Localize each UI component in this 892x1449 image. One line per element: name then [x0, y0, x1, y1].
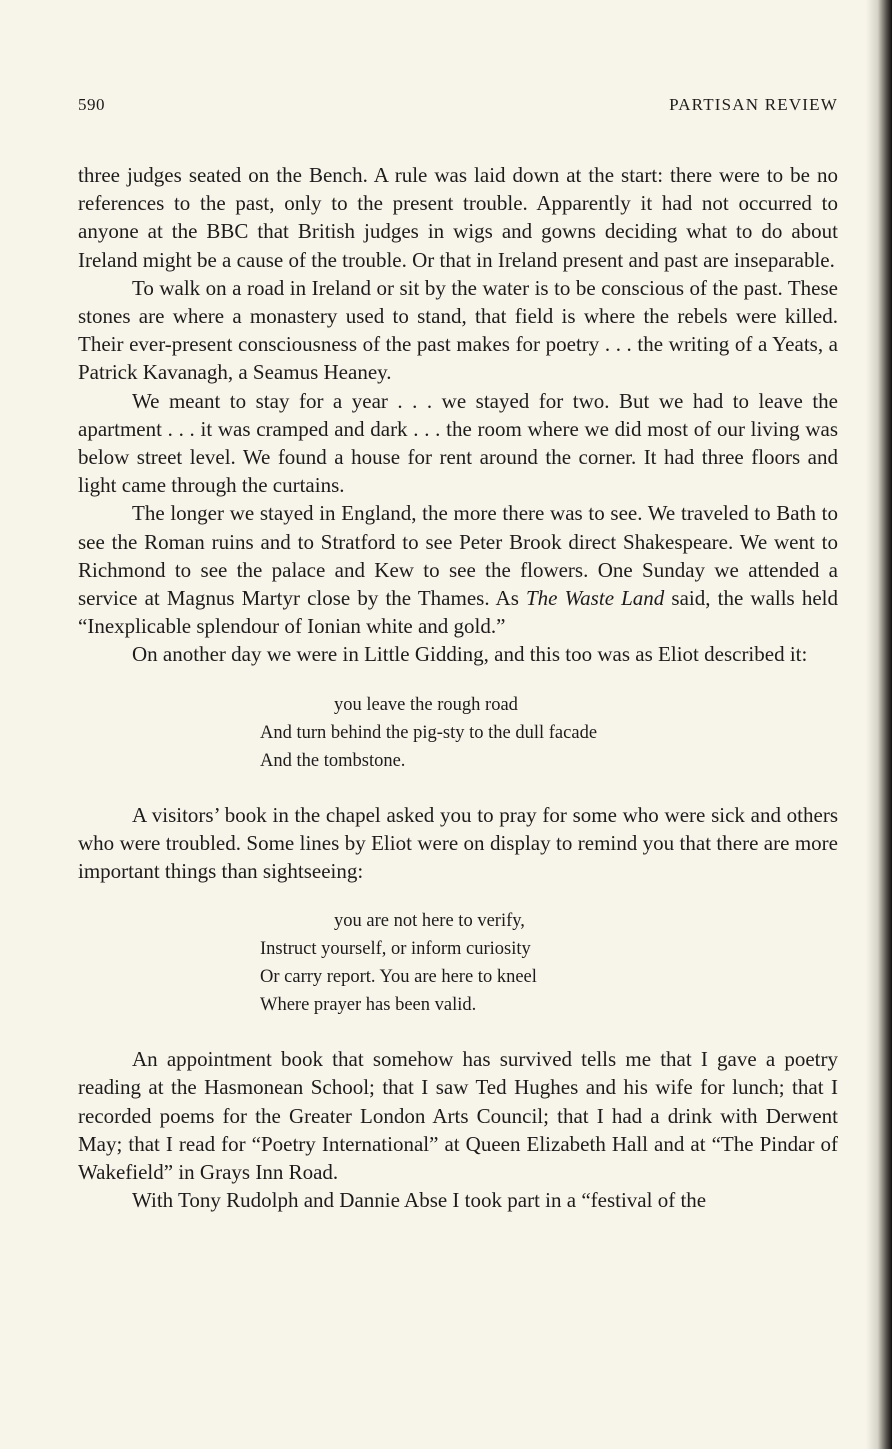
paragraph-8: With Tony Rudolph and Dannie Abse I took part in a “festival of the: [132, 1188, 707, 1213]
paragraph-3: We meant to stay for a year . . . we stayed for two. But we had to leave the apartment . . . it was cramped and dark . . . the room where we did most of our living was below street level. We found a house for rent around the corner. It had three floors and light came through the curtains.: [78, 388, 838, 498]
verse-line: Instruct yourself, or inform curiosity: [260, 939, 531, 960]
paragraph-7: An appointment book that somehow has survived tells me that I gave a poetry reading at the Hasmonean School; that I saw Ted Hughes and his wife for lunch; that I recorded poems for the Greater London Arts Council; that I had a drink with Derwent May; that I read for “Poetry International” at Queen Elizabeth Hall and at “The Pindar of Wakefield” in Grays Inn Road.: [78, 1047, 838, 1185]
verse-line: you are not here to verify,: [334, 911, 525, 932]
page-header: [78, 95, 838, 119]
verse-line: Or carry report. You are here to kneel: [260, 967, 537, 988]
paragraph-4: [78, 499, 838, 640]
verse-quote-1: [78, 691, 838, 775]
page-edge-shadow: [866, 0, 892, 1449]
paragraph-6: A visitors’ book in the chapel asked you to pray for some who were sick and others who were troubled. Some lines by Eliot were on display to remind you that there are more important things than sightseeing:: [78, 802, 838, 884]
article-body: [78, 161, 838, 1214]
verse-line: Where prayer has been valid.: [260, 995, 477, 1016]
verse-line: you leave the rough road: [334, 694, 518, 715]
verse-quote-2: [78, 907, 838, 1019]
verse-line: And the tombstone.: [260, 750, 406, 771]
verse-line: And turn behind the pig-sty to the dull facade: [260, 722, 598, 743]
paragraph-5: On another day we were in Little Gidding, and this too was as Eliot described it:: [132, 642, 808, 667]
paragraph-4-text-before: The longer we stayed in England, the more there was to see. We traveled to Bath to see the Roman ruins and to Stratford to see Peter Brook direct Shakespeare. We went to Richmond to see the palace and Kew to see the flowers. One Sunday we attended a service at Magnus Martyr close by the Thames. As: [78, 501, 838, 611]
poem-title-waste-land: The Waste Land: [526, 586, 665, 611]
paragraph-4-text-after: said, the walls held “Inexplicable splendour of Ionian white and gold.”: [78, 586, 838, 639]
paragraph-1: three judges seated on the Bench. A rule was laid down at the start: there were to be no references to the past, only to the present trouble. Apparently it had not occurred to anyone at the BBC that British judges in wigs and gowns deciding what to do about Ireland might be a cause of the trouble. Or that in Ireland present and past are inseparable.: [78, 163, 838, 272]
paragraph-2: To walk on a road in Ireland or sit by the water is to be conscious of the past. These stones are where a monastery used to stand, that field is where the rebels were killed. Their ever-present consciousness of the past makes for poetry . . . the writing of a Yeats, a Patrick Kavanagh, a Seamus Heaney.: [78, 275, 838, 385]
page-number: 590: [78, 95, 105, 114]
running-head: PARTISAN REVIEW: [669, 95, 838, 114]
